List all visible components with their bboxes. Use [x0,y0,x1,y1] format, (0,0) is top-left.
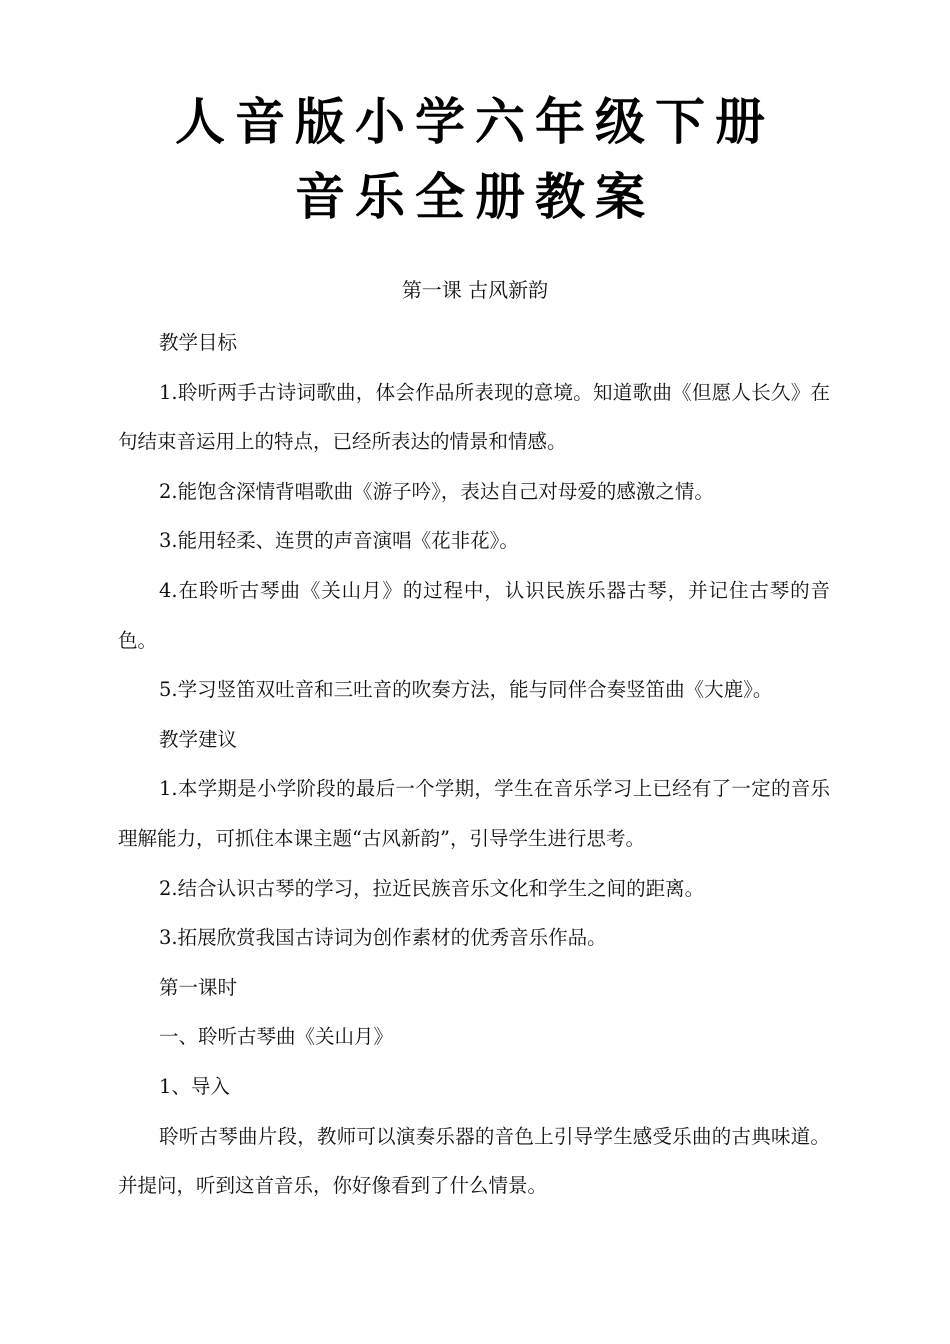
step-heading: 1、导入 [159,1074,230,1098]
objective-item: 3.能用轻柔、连贯的声音演唱《花非花》。 [159,529,519,553]
document-title-line-1: 人音版小学六年级下册 [175,92,775,151]
suggestion-item: 2.结合认识古琴的学习，拉近民族音乐文化和学生之间的距离。 [159,876,705,900]
objective-item: 5.学习竖笛双吐音和三吐音的吹奏方法，能与同伴合奏竖笛曲《大鹿》。 [159,678,773,702]
suggestion-item: 1.本学期是小学阶段的最后一个学期，学生在音乐学习上已经有了一定的音乐理解能力，可抓住本课主题“古风新韵”，引导学生进行思考。 [118,777,830,850]
section-heading-suggestions: 教学建议 [159,727,238,751]
suggestion-item: 3.拓展欣赏我国古诗词为创作素材的优秀音乐作品。 [159,926,607,950]
objective-item: 4.在聆听古琴曲《关山月》的过程中，认识民族乐器古琴，并记住古琴的音色。 [118,578,830,652]
document-body [118,318,830,1211]
objective-item: 2.能饱含深情背唱歌曲《游子吟》，表达自己对母爱的感激之情。 [159,479,714,503]
body-paragraph: 聆听古琴曲片段，教师可以演奏乐器的音色上引导学生感受乐曲的古典味道。并提问，听到这首音乐，你好像看到了什么情景。 [118,1124,830,1198]
section-heading-first-period: 第一课时 [159,975,238,999]
subsection-heading: 一、聆听古琴曲《关山月》 [159,1025,394,1049]
document-title-line-2: 音乐全册教案 [295,167,655,226]
lesson-heading: 第一课 古风新韵 [401,278,549,302]
objective-item: 1.聆听两手古诗词歌曲，体会作品所表现的意境。知道歌曲《但愿人长久》在句结束音运用上的特点，已经所表达的情景和情感。 [118,380,830,454]
section-heading-objectives: 教学目标 [159,331,238,354]
